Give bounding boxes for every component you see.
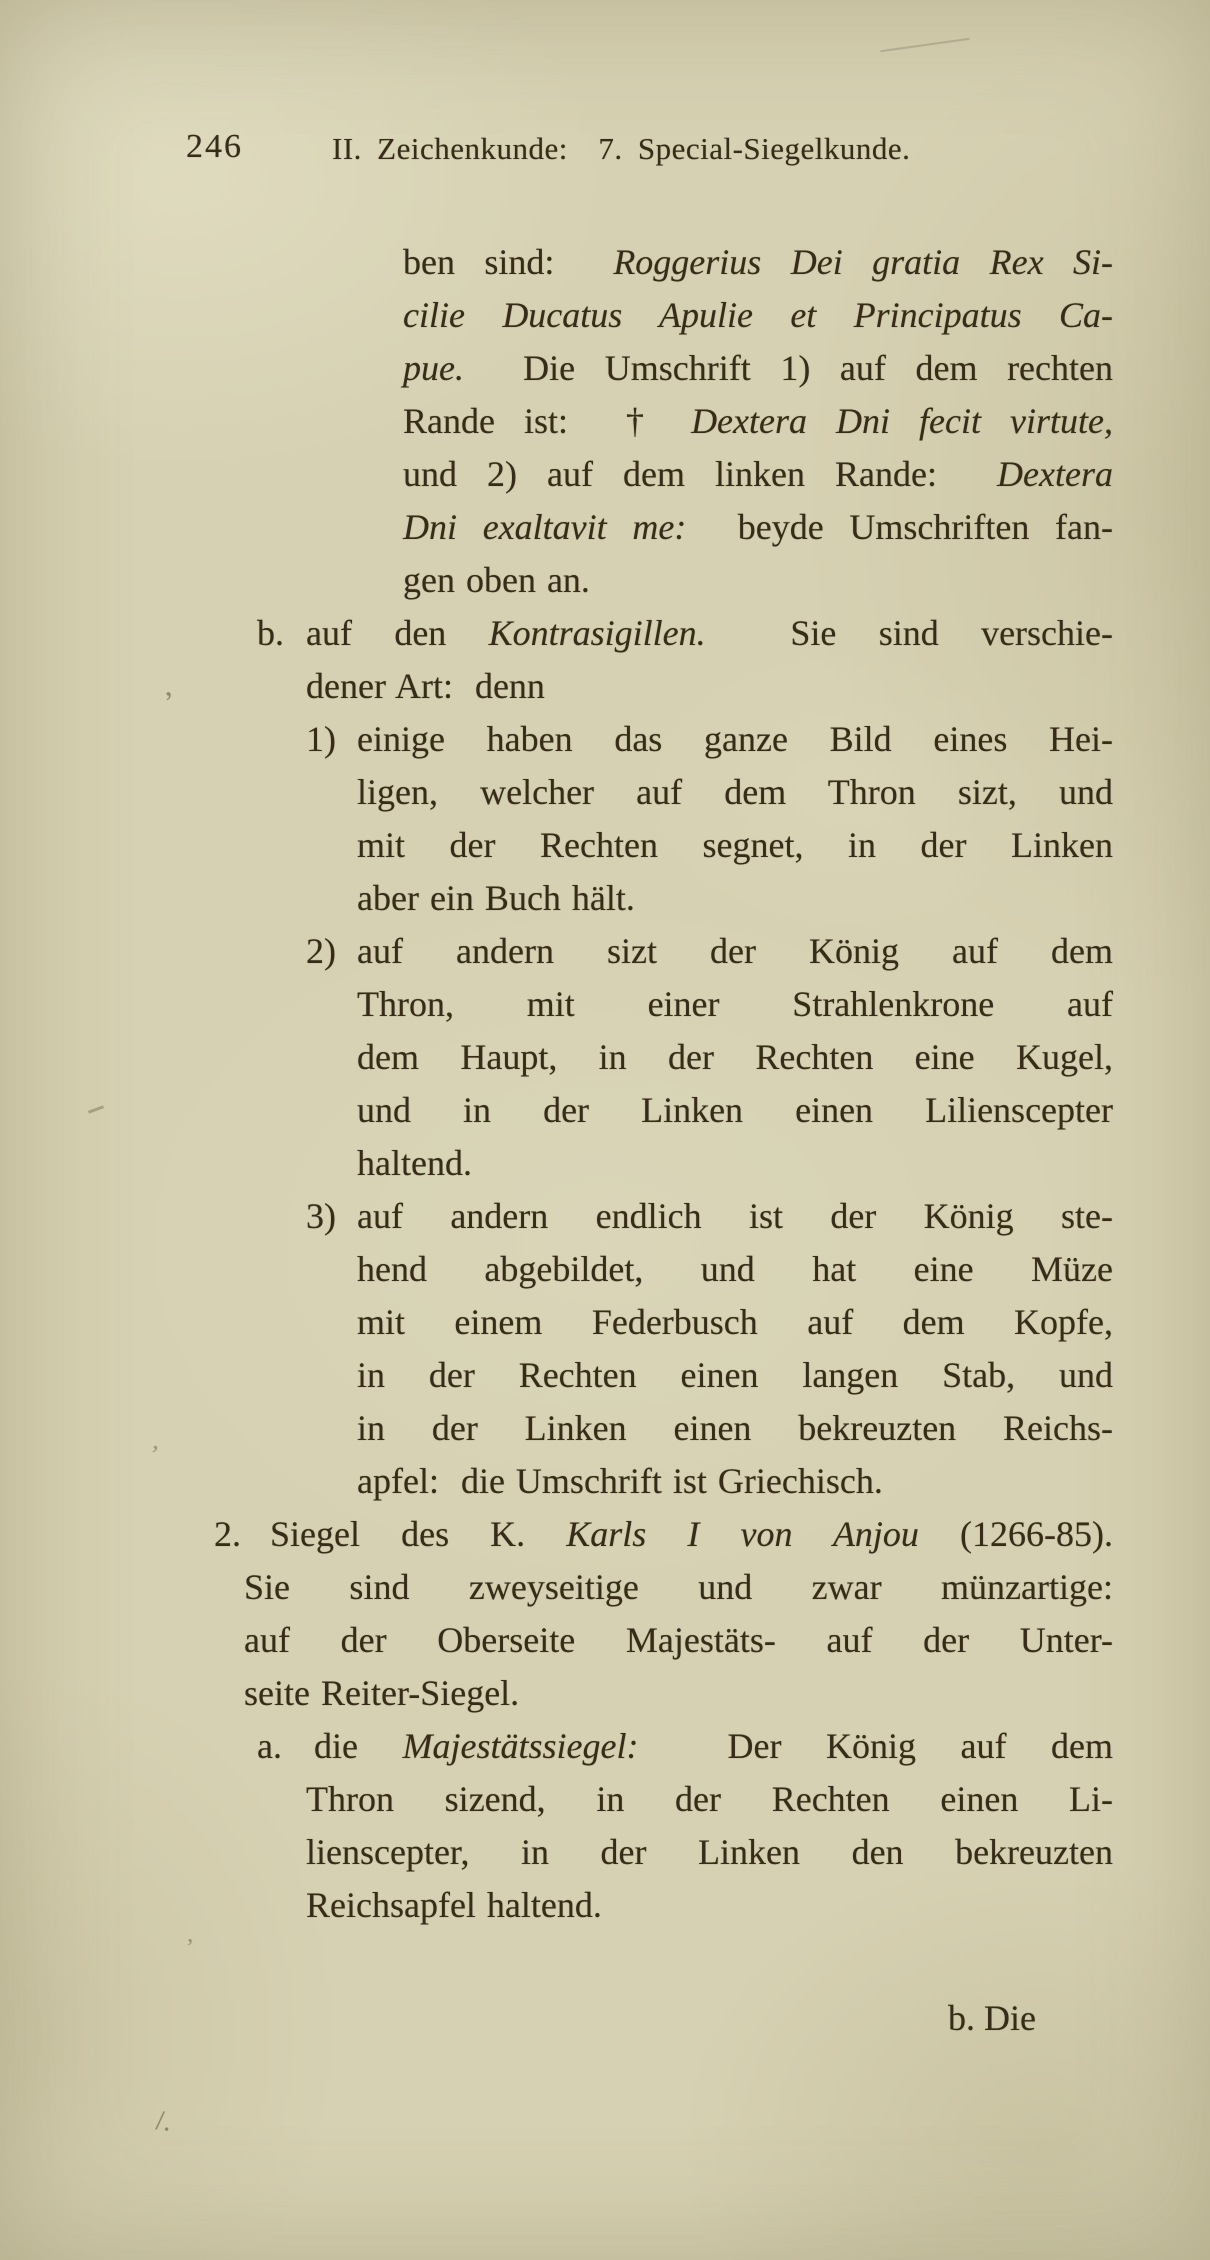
text-segment: gen oben an. — [403, 560, 590, 600]
text-line — [306, 1826, 1113, 1879]
text-segment: ligen, welcher auf dem Thron sizt, und — [357, 772, 1113, 812]
text-segment: beyde Umschriften fan- — [686, 507, 1113, 547]
text-line — [357, 1031, 1113, 1084]
running-title: II. Zeichenkunde: 7. Special-Siegelkunde. — [332, 131, 911, 166]
text-line — [357, 978, 1113, 1031]
item-marker: 2. — [214, 1514, 241, 1554]
text-segment: Die Umschrift 1) auf dem rechten — [463, 348, 1113, 388]
italic-segment: Kontrasigillen. — [488, 613, 706, 653]
italic-segment: Roggerius Dei gratia Rex Si- — [613, 242, 1113, 282]
scan-artifact — [880, 38, 969, 53]
item-marker: 2) — [306, 931, 336, 971]
text-line — [306, 1879, 1113, 1932]
text-segment: auf der Oberseite Majestäts- auf der Unter- — [244, 1620, 1113, 1660]
scan-artifact: /. — [154, 2105, 173, 2138]
text-segment: (1266-85). — [918, 1514, 1114, 1554]
text-line — [306, 607, 1113, 660]
italic-segment: Dni exaltavit me: — [403, 507, 687, 547]
catchword: b. Die — [948, 1998, 1036, 2038]
text-segment: mit der Rechten segnet, in der Linken — [357, 825, 1113, 865]
text-segment: Thron, mit einer Strahlenkrone auf — [357, 984, 1113, 1024]
text-segment: Reichsapfel haltend. — [306, 1885, 602, 1925]
text-line — [403, 289, 1113, 342]
text-segment: haltend. — [357, 1143, 472, 1183]
text-line — [306, 660, 1113, 713]
italic-segment: Majestätssiegel: — [402, 1726, 639, 1766]
text-segment: lienscepter, in der Linken den bekreuzten — [306, 1832, 1113, 1872]
text-line — [357, 1137, 1113, 1190]
text-line — [403, 342, 1113, 395]
text-segment: Siegel des K. — [270, 1514, 567, 1554]
text-line — [403, 554, 1113, 607]
text-line — [357, 1084, 1113, 1137]
page-header — [0, 128, 1210, 188]
text-line — [306, 1720, 1113, 1773]
text-segment: mit einem Federbusch auf dem Kopfe, — [357, 1302, 1113, 1342]
item-1 — [306, 713, 1113, 925]
text-line — [357, 713, 1113, 766]
text-segment: seite Reiter-Siegel. — [244, 1673, 520, 1713]
text-segment: Der König auf dem — [638, 1726, 1113, 1766]
text-segment: hend abgebildet, und hat eine Müze — [357, 1249, 1113, 1289]
text-segment: in der Linken einen bekreuzten Reichs- — [357, 1408, 1113, 1448]
text-line — [357, 925, 1113, 978]
item-2 — [306, 925, 1113, 1190]
text-segment: und in der Linken einen Lilienscepter — [357, 1090, 1113, 1130]
text-line — [357, 766, 1113, 819]
text-segment: auf andern endlich ist der König ste- — [357, 1196, 1113, 1236]
text-segment: Rande ist: † — [403, 401, 692, 441]
item-marker: 3) — [306, 1196, 336, 1236]
continuation-paragraph — [403, 236, 1113, 607]
text-line — [403, 236, 1113, 289]
item-marker: a. — [257, 1726, 282, 1766]
text-segment: Sie sind zweyseitige und zwar münzartige: — [244, 1567, 1113, 1607]
item-marker: b. — [257, 613, 284, 653]
text-body — [0, 236, 1113, 1932]
text-line — [403, 448, 1113, 501]
italic-segment: Dextera — [997, 454, 1113, 494]
item-2-siegel — [214, 1508, 1114, 1720]
text-segment: auf andern sizt der König auf dem — [357, 931, 1113, 971]
italic-segment: Karls I von Anjou — [566, 1514, 919, 1554]
italic-segment: Dextera Dni fecit virtute, — [691, 401, 1113, 441]
text-segment: aber ein Buch hält. — [357, 878, 635, 918]
text-line — [357, 1455, 1113, 1508]
text-segment: auf den — [306, 613, 489, 653]
scan-artifact: ’ — [162, 685, 178, 720]
text-line — [244, 1667, 1113, 1720]
item-b — [257, 607, 1113, 713]
text-line — [403, 501, 1113, 554]
text-line — [244, 1614, 1113, 1667]
text-line — [357, 1296, 1113, 1349]
text-segment: einige haben das ganze Bild eines Hei- — [357, 719, 1113, 759]
italic-segment: pue. — [403, 348, 464, 388]
item-marker: 1) — [306, 719, 336, 759]
text-line — [357, 1190, 1113, 1243]
text-segment: ben sind: — [403, 242, 614, 282]
text-line — [357, 872, 1113, 925]
text-line — [357, 1402, 1113, 1455]
text-line — [357, 1349, 1113, 1402]
text-line — [244, 1561, 1113, 1614]
scan-artifact: ’ — [148, 1439, 161, 1470]
text-line — [244, 1508, 1113, 1561]
text-segment: Sie sind verschie- — [705, 613, 1113, 653]
text-segment: dener Art: denn — [306, 666, 545, 706]
text-line — [403, 395, 1113, 448]
item-a — [257, 1720, 1113, 1932]
scan-artifact: ’ — [186, 1935, 194, 1961]
text-segment: dem Haupt, in der Rechten eine Kugel, — [357, 1037, 1113, 1077]
text-segment: in der Rechten einen langen Stab, und — [357, 1355, 1113, 1395]
page-number: 246 — [186, 128, 243, 165]
text-line — [357, 819, 1113, 872]
text-segment: Thron sizend, in der Rechten einen Li- — [306, 1779, 1113, 1819]
text-line — [357, 1243, 1113, 1296]
italic-segment: cilie Ducatus Apulie et Principatus Ca- — [403, 295, 1113, 335]
item-3 — [306, 1190, 1113, 1508]
text-line — [306, 1773, 1113, 1826]
text-segment: und 2) auf dem linken Rande: — [403, 454, 998, 494]
text-segment: apfel: die Umschrift ist Griechisch. — [357, 1461, 883, 1501]
text-segment: die — [314, 1726, 403, 1766]
